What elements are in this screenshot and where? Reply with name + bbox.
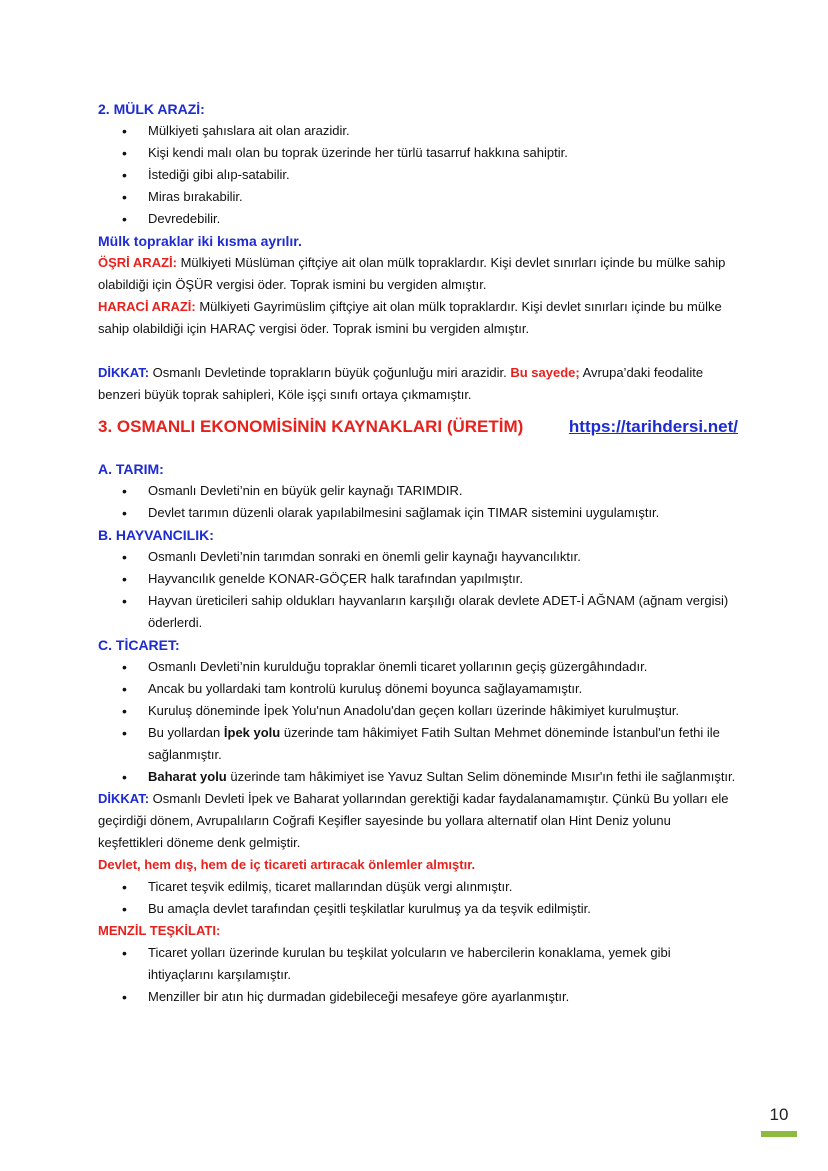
label-dikkat: DİKKAT: [98,365,150,380]
tarim-list [98,480,738,524]
list-item: • Ancak bu yollardaki tam kontrolü kuruluş dönemi boyunca sağlayamamıştır. [98,678,738,700]
label-haraci-arazi: HARACİ ARAZİ: [98,299,196,314]
paragraph-haraci-arazi [98,296,738,340]
section-heading-mulk-arazi: 2. MÜLK ARAZİ: [98,101,205,117]
section-heading-tarim: A. TARIM: [98,461,164,477]
section-title-ekonomi: 3. OSMANLI EKONOMİSİNİN KAYNAKLARI (ÜRETİM) [98,417,524,436]
text-dikkat-1: Osmanlı Devletinde toprakların büyük çoğunluğu miri arazidir. [149,365,511,380]
page-number: 10 [769,1105,789,1124]
paragraph-dikkat-ticaret [98,788,738,854]
list-item: • İstediği gibi alıp-satabilir. [98,164,738,186]
list-item: • Osmanlı Devleti’nin tarımdan sonraki en önemli gelir kaynağı hayvancılıktır. [98,546,738,568]
subheading-ticaret-measures: Devlet, hem dış, hem de iç ticareti artıracak önlemler almıştır. [98,857,476,872]
list-item: • Devlet tarımın düzenli olarak yapılabilmesini sağlamak için TIMAR sistemini uygulamıştır. [98,502,738,524]
section-heading-menzil: MENZİL TEŞKİLATI: [98,923,221,938]
text-ipek-bold: İpek yolu [223,725,281,740]
text-ipek-pre: Bu yollardan [148,725,224,740]
list-item: • Osmanlı Devleti’nin kurulduğu topraklar önemli ticaret yollarının geçiş güzergâhındadır. [98,656,738,678]
text-baharat-bold: Baharat yolu [148,769,227,784]
list-item: • Miras bırakabilir. [98,186,738,208]
subheading-mulk-split: Mülk topraklar iki kısma ayrılır. [98,233,302,249]
text-dikkat-ticaret: Osmanlı Devleti İpek ve Baharat yollarından gerektiği kadar faydalanamamıştır. Çünkü Bu yolları ele geçirdiği dönem, Avrupalıların Coğrafi Keşifler sayesinde bu yollara alternatif olan Hint Deniz yolunu keşfettikleri döneme denk gelmiştir. [98,791,729,850]
ticaret-measures-list [98,876,738,920]
section-heading-ekonomi [98,414,738,440]
list-item: • Devredebilir. [98,208,738,230]
list-item: • Ticaret teşvik edilmiş, ticaret mallarından düşük vergi alınmıştır. [98,876,738,898]
text-ipek-post: üzerinde tam hâkimiyet Fatih Sultan Mehmet döneminde İstanbul'un fethi ile sağlanmıştır. [148,725,720,762]
mulk-arazi-list [98,120,738,230]
text-dikkat-red: Bu sayede; [510,365,580,380]
list-item: • Ticaret yolları üzerinde kurulan bu teşkilat yolcuların ve habercilerin konaklama, yemek gibi ihtiyaçlarını karşılamıştır. [98,942,738,986]
list-item: • Menziller bir atın hiç durmadan gidebileceği mesafeye göre ayarlanmıştır. [98,986,738,1008]
ticaret-list [98,656,738,788]
menzil-list [98,942,738,1008]
label-dikkat-ticaret: DİKKAT: [98,791,150,806]
page-number-underline [761,1131,797,1137]
list-item-baharat-yolu [98,766,738,788]
list-item: • Kuruluş döneminde İpek Yolu'nun Anadolu'dan geçen kolları üzerinde hâkimiyet kurulmuştur. [98,700,738,722]
text-baharat-post: üzerinde tam hâkimiyet ise Yavuz Sultan Selim döneminde Mısır'ın fethi ile sağlanmıştır. [226,769,736,784]
document-page [98,98,738,1008]
list-item: • Bu amaçla devlet tarafından çeşitli teşkilatlar kurulmuş ya da teşvik edilmiştir. [98,898,738,920]
list-item-ipek-yolu [98,722,738,766]
text-osri-arazi: Mülkiyeti Müslüman çiftçiye ait olan mülk topraklardır. Kişi devlet sınırları içinde bu mülke sahip olabildiği için ÖŞÜR vergisi öder. Toprak ismini bu vergiden almıştır. [98,255,726,292]
list-item: • Hayvancılık genelde KONAR-GÖÇER halk tarafından yapılmıştır. [98,568,738,590]
paragraph-dikkat-miri [98,362,738,406]
paragraph-osri-arazi [98,252,738,296]
hayvancilik-list [98,546,738,634]
list-item: • Hayvan üreticileri sahip oldukları hayvanların karşılığı olarak devlete ADET-İ AĞNAM (ağnam vergisi) öderlerdi. [98,590,738,634]
label-osri-arazi: ÖŞRİ ARAZİ: [98,255,177,270]
website-link[interactable]: https://tarihdersi.net/ [568,417,738,436]
text-haraci-arazi: Mülkiyeti Gayrimüslim çiftçiye ait olan mülk topraklardır. Kişi devlet sınırları içinde bu mülke sahip olabildiği için HARAÇ vergisi öder. Toprak ismini bu vergiden almıştır. [98,299,722,336]
list-item: • Kişi kendi malı olan bu toprak üzerinde her türlü tasarruf hakkına sahiptir. [98,142,738,164]
list-item: • Mülkiyeti şahıslara ait olan arazidir. [98,120,738,142]
list-item: • Osmanlı Devleti’nin en büyük gelir kaynağı TARIMDIR. [98,480,738,502]
section-heading-ticaret: C. TİCARET: [98,637,180,653]
text-dikkat-2: Avrupa’daki feodalite benzeri büyük toprak sahipleri, Köle işçi sınıfı ortaya çıkmamıştır. [98,365,704,402]
section-heading-hayvancilik: B. HAYVANCILIK: [98,527,214,543]
